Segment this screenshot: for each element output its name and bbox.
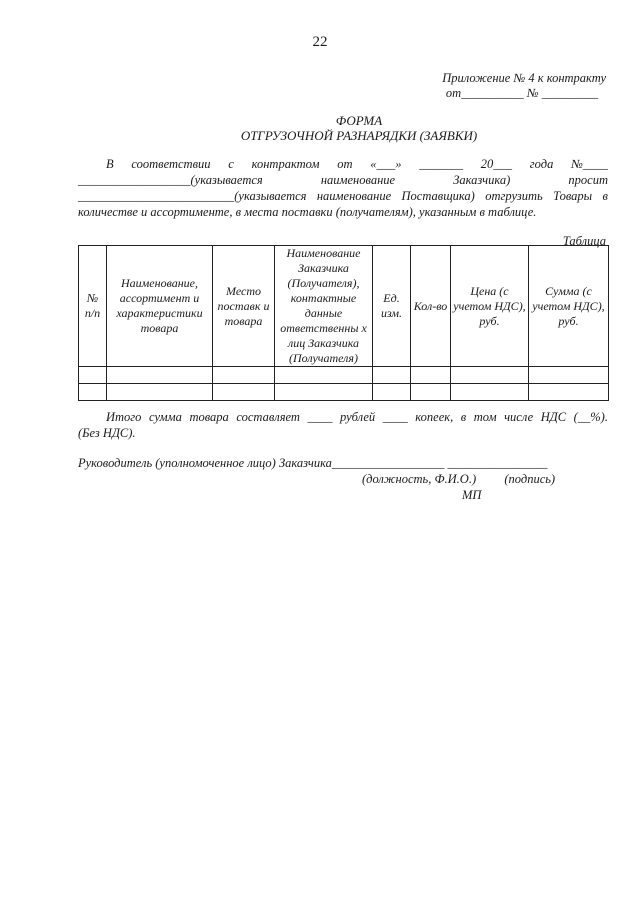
paragraph-line-1	[78, 157, 608, 172]
table-cell[interactable]	[107, 384, 213, 401]
word: Поставщика)	[401, 189, 475, 203]
header-sum: Сумма (с учетом НДС), руб.	[529, 246, 609, 367]
word: НДС	[540, 410, 567, 424]
table-row	[79, 367, 609, 384]
word: наименование	[320, 173, 396, 187]
word: числе	[504, 410, 534, 424]
word: составляет	[236, 410, 300, 424]
word: от	[337, 157, 353, 171]
word: контрактом	[251, 157, 320, 171]
word: соответствии	[131, 157, 211, 171]
form-subtitle: ОТГРУЗОЧНОЙ РАЗНАРЯДКИ (ЗАЯВКИ)	[240, 128, 478, 143]
table-cell[interactable]	[411, 367, 451, 384]
table-row	[79, 384, 609, 401]
table-cell[interactable]	[79, 367, 107, 384]
header-customer: Наименование Заказчика (Получателя), контактные данные ответственны х лиц Заказчика (Получателя)	[275, 246, 373, 367]
word: __________________(указывается	[78, 173, 263, 187]
header-unit: Ед. изм.	[373, 246, 411, 367]
table-cell[interactable]	[213, 367, 275, 384]
table-cell[interactable]	[451, 367, 529, 384]
table-cell[interactable]	[275, 384, 373, 401]
paragraph-line-4: количестве и ассортименте, в места поставки (получателям), указанным в таблице.	[78, 205, 537, 219]
word: товара	[189, 410, 229, 424]
header-product-name: Наименование, ассортимент и характеристики товара	[107, 246, 213, 367]
word: сумма	[148, 410, 182, 424]
word: _______	[419, 157, 463, 171]
table-cell[interactable]	[529, 384, 609, 401]
table-cell[interactable]	[275, 367, 373, 384]
word: копеек,	[415, 410, 454, 424]
word: том	[473, 410, 497, 424]
word: в	[460, 410, 467, 424]
word: Итого	[106, 410, 142, 424]
paragraph-line-2	[78, 173, 608, 188]
table-cell[interactable]	[107, 367, 213, 384]
order-table	[78, 245, 609, 401]
signature-captions	[362, 472, 555, 487]
page-number: 22	[312, 34, 328, 50]
header-quantity: Кол-во	[411, 246, 451, 367]
appendix-date-number: от__________ № _________	[445, 86, 598, 100]
word: рублей	[340, 410, 376, 424]
form-title: ФОРМА	[335, 113, 383, 128]
word: (__%).	[573, 410, 608, 424]
word: ____	[307, 410, 333, 424]
header-price: Цена (с учетом НДС), руб.	[451, 246, 529, 367]
word: Заказчика)	[453, 173, 511, 187]
word: 20___	[480, 157, 513, 171]
appendix-reference: Приложение № 4 к контракту	[442, 71, 606, 85]
header-delivery-place: Место поставк и товара	[213, 246, 275, 367]
total-sum-line	[78, 410, 608, 425]
word: ____	[382, 410, 408, 424]
caption-signature: (подпись)	[504, 472, 556, 486]
paragraph-line-3	[78, 189, 608, 204]
table-cell[interactable]	[213, 384, 275, 401]
stamp-label: МП	[462, 488, 482, 502]
word: в	[602, 189, 608, 203]
word: наименование	[316, 189, 392, 203]
word: «___»	[370, 157, 402, 171]
table-header-row	[79, 246, 609, 367]
word: В	[106, 157, 114, 171]
header-number: № п/п	[79, 246, 107, 367]
table-cell[interactable]	[373, 384, 411, 401]
signature-line: Руководитель (уполномоченное лицо) Заказчика__________________ ________________	[78, 456, 548, 470]
word: с	[228, 157, 234, 171]
caption-position: (должность, Ф.И.О.)	[362, 472, 477, 486]
word: просит	[568, 173, 608, 187]
table-cell[interactable]	[79, 384, 107, 401]
word: Товары	[553, 189, 593, 203]
table-cell[interactable]	[529, 367, 609, 384]
word: года	[529, 157, 554, 171]
word: №____	[571, 157, 608, 171]
word: _________________________(указывается	[78, 189, 307, 203]
table-cell[interactable]	[373, 367, 411, 384]
word: отгрузить	[485, 189, 543, 203]
table-cell[interactable]	[411, 384, 451, 401]
table-cell[interactable]	[451, 384, 529, 401]
table-label: Таблица	[562, 234, 606, 248]
vat-note: (Без НДС).	[78, 426, 136, 440]
